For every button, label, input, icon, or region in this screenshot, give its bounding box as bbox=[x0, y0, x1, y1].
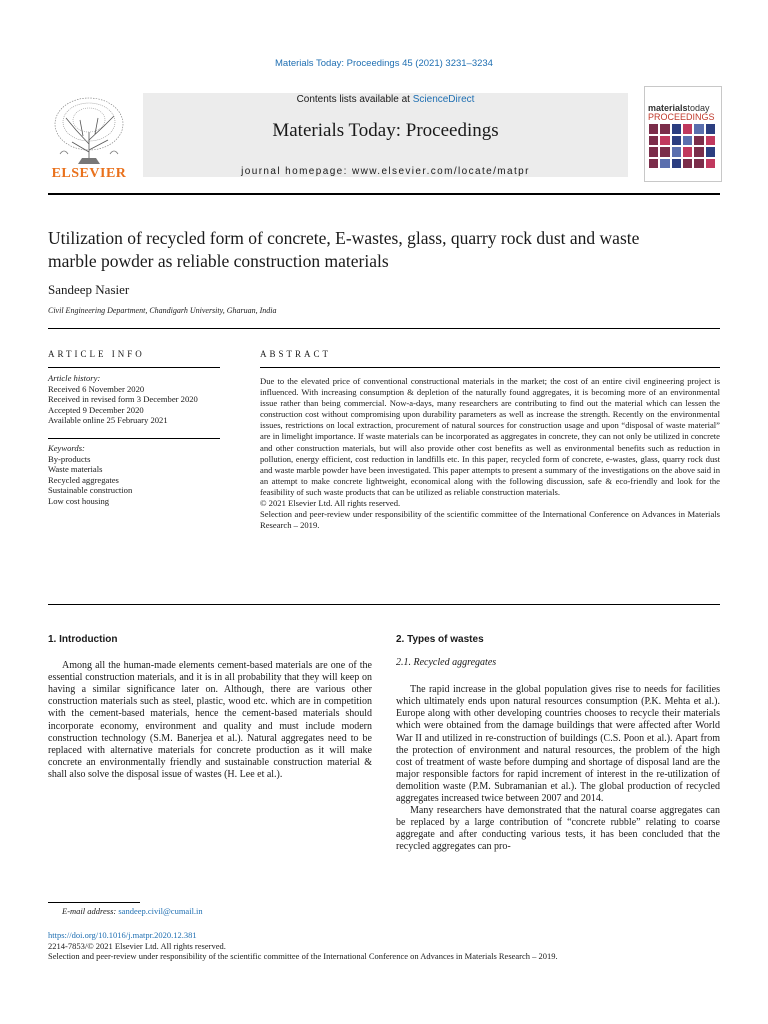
types-paragraph-1: The rapid increase in the global population gives rise to needs for facilities which ultimately ends upon natural resources consumption (P.K. Mehta et al.). Europe along with other developing countries chooses to recycle their materials which were obtained from the damage buildings that were affected after World War II and utilized in re-construction of buildings (C.S. Poon et al.). Apart from the protection of environment and natural resources, the problem of the high cost of treatment of waste before dumping and shortage of disposal land are the major responsible factors for rapid increment of interest in the re-utilization of demolition waste (P.M. Subramanian et al.). The global production of recycled aggregates increased twice between 2007 and 2014. bbox=[396, 684, 720, 805]
author-name: Sandeep Nasier bbox=[48, 282, 130, 297]
history-item: Available online 25 February 2021 bbox=[48, 415, 168, 426]
keyword-item: By-products bbox=[48, 453, 91, 464]
contents-prefix: Contents lists available at bbox=[296, 94, 413, 105]
keywords-rule bbox=[48, 438, 220, 439]
left-column bbox=[48, 634, 372, 781]
keyword-item: Recycled aggregates bbox=[48, 474, 119, 485]
section-heading-introduction: 1. Introduction bbox=[48, 634, 118, 645]
article-history bbox=[48, 373, 220, 426]
section-heading-types-of-wastes: 2. Types of wastes bbox=[396, 634, 484, 645]
keywords-list bbox=[48, 443, 220, 507]
subsection-heading-recycled-aggregates: 2.1. Recycled aggregates bbox=[396, 657, 497, 669]
intro-paragraph: Among all the human-made elements cement-based materials are one of the essential construction materials, and it is in all probability that they will keep on having a similar significance later on. Although, there are various other construction materials such as steel, plastic, wood etc. which are in competition with the cement-based materials, hence the cement-based materials should incorporate economy, environment and quality and must include modern construction technology (S.M. Banerjea et al.). Natural aggregates need to be replaced with alternative materials for concrete production as it will make concrete an environmentally friendly and sustainable construction material & shall also solve the disposal issue of wastes (H. Lee et al.). bbox=[48, 660, 372, 780]
journal-title: Materials Today: Proceedings bbox=[272, 120, 499, 141]
header-rule bbox=[48, 193, 720, 195]
email-link[interactable]: sandeep.civil@cumail.in bbox=[118, 906, 203, 916]
cover-image-grid bbox=[649, 124, 715, 168]
author-affiliation: Civil Engineering Department, Chandigarh University, Gharuan, India bbox=[48, 306, 277, 315]
abstract-heading: ABSTRACT bbox=[260, 349, 332, 359]
article-info-rule bbox=[48, 367, 220, 368]
footer-peer-review: Selection and peer-review under responsibility of the scientific committee of the International Conference on Advances in Materials Research – 2019. bbox=[48, 951, 558, 961]
elsevier-wordmark: ELSEVIER bbox=[51, 166, 127, 181]
cover-title-a: materials bbox=[648, 103, 688, 113]
article-title: Utilization of recycled form of concrete, E-wastes, glass, quarry rock dust and waste marble powder as reliable construction materials bbox=[48, 228, 640, 271]
abstract-copyright: © 2021 Elsevier Ltd. All rights reserved. bbox=[260, 498, 401, 509]
footnote-rule bbox=[48, 902, 140, 903]
journal-citation-link[interactable]: Materials Today: Proceedings 45 (2021) 3231–3234 bbox=[275, 58, 493, 69]
sciencedirect-link[interactable]: ScienceDirect bbox=[412, 94, 475, 105]
abstract-peer-review: Selection and peer-review under responsibility of the scientific committee of the International Conference on Advances in Materials Research – 2019. bbox=[260, 509, 720, 531]
abstract-body bbox=[260, 376, 720, 531]
history-item: Received in revised form 3 December 2020 bbox=[48, 394, 198, 405]
footnote-email bbox=[62, 906, 203, 916]
doi-link[interactable]: https://doi.org/10.1016/j.matpr.2020.12.381 bbox=[48, 930, 197, 940]
cover-subtitle: PROCEEDINGS bbox=[648, 112, 715, 122]
types-paragraph-2: Many researchers have demonstrated that the natural coarse aggregates can be replaced by a large contribution of “concrete rubble” relating to coarse aggregate and after conducting various tests, it has been concluded that the recycled aggregates can pro- bbox=[396, 805, 720, 853]
abstract-end-rule bbox=[48, 604, 720, 605]
issn-line: 2214-7853/© 2021 Elsevier Ltd. All rights reserved. bbox=[48, 940, 226, 951]
keyword-item: Low cost housing bbox=[48, 495, 110, 506]
page-footer bbox=[48, 930, 558, 962]
right-column bbox=[396, 634, 720, 854]
cover-title bbox=[648, 104, 718, 122]
contents-available-line bbox=[143, 94, 628, 105]
email-label: E-mail address: bbox=[62, 906, 117, 916]
title-rule bbox=[48, 328, 720, 329]
keyword-item: Waste materials bbox=[48, 464, 103, 475]
history-item: Received 6 November 2020 bbox=[48, 383, 145, 394]
keywords-label: Keywords: bbox=[48, 443, 85, 453]
abstract-rule bbox=[260, 367, 720, 368]
article-info-heading: ARTICLE INFO bbox=[48, 349, 145, 359]
abstract-text: Due to the elevated price of conventional constructional materials in the market; the cost of an entire civil engineering project is influenced. With increasing consumption & depletion of the naturally found aggregates, it is becoming more of an environmental issue rather than being commercial. Now-a-days, many researchers are contributing to find out the material which can lessen the construction cost without compromising upon durability parameters as well as increase the strength. Recently on the environmental issues, restrictions on local extraction, procurement of natural sources for construction usage and upon “disposal of waste material” are in limelight importance. If waste materials can be incorporated as aggregates in concrete, they can not only be utilized in concrete and other construction materials, but will also provide other cost benefits as well as environmental benefits such as reduction in pollution, energy efficient, cost reduction in landfills etc. In this paper, recycled form of concrete, e-wastes, glass, quarry rock dust and waste marble powder have been investigated. This paper attempts to present a summary of the investigations on the above said in an attempt to make concrete lightweight, economical along with the following discussion, safe & eco-friendly and look for the feasibility of such waste products that can be utilized as reliable construction materials. bbox=[260, 376, 720, 497]
history-label: Article history: bbox=[48, 373, 101, 383]
history-item: Accepted 9 December 2020 bbox=[48, 404, 144, 415]
keyword-item: Sustainable construction bbox=[48, 485, 133, 496]
journal-homepage[interactable]: journal homepage: www.elsevier.com/locate/matpr bbox=[241, 166, 530, 177]
cover-title-b: today bbox=[687, 103, 710, 113]
